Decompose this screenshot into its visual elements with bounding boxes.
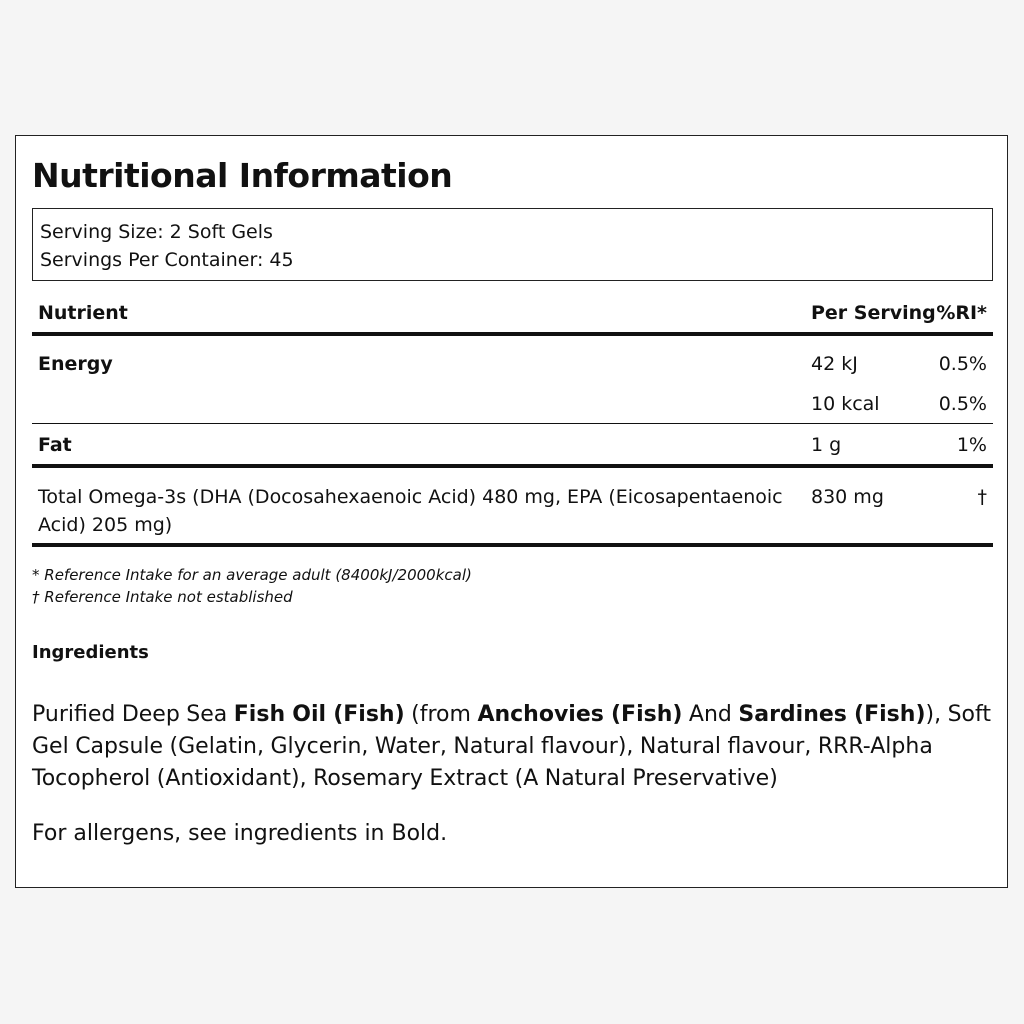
table-rule-thick	[32, 464, 993, 468]
footnote-not-established: † Reference Intake not established	[32, 588, 293, 606]
table-row	[32, 431, 993, 459]
header-per-serving: Per Serving	[811, 302, 936, 324]
per-serving-value: 1 g	[811, 434, 842, 456]
ingredient-segment: Purified Deep Sea	[32, 702, 234, 727]
table-rule-thin	[32, 423, 993, 424]
ingredient-allergen: Sardines (Fish)	[738, 702, 926, 727]
ri-value: 1%	[956, 434, 987, 456]
servings-per-container: Servings Per Container: 45	[40, 249, 294, 271]
header-ri: %RI*	[936, 302, 987, 324]
table-row	[32, 390, 993, 418]
nutrient-name-omega3: Total Omega-3s (DHA (Docosahexaenoic Acid) 480 mg, EPA (Eicosapentaenoic Acid) 205 mg)	[38, 486, 783, 536]
nutrient-name: Fat	[38, 434, 72, 456]
table-rule-thick	[32, 332, 993, 336]
ingredient-segment: ), Soft Gel Capsule (Gelatin, Glycerin, Water, Natural flavour), Natural flavour, RRR-Alpha Tocopherol (Antioxidant), Rosemary Extract (A Natural Preservative)	[32, 702, 991, 791]
table-row	[32, 483, 993, 511]
allergen-note: For allergens, see ingredients in Bold.	[32, 821, 448, 846]
per-serving-value: 42 kJ	[811, 353, 858, 375]
ri-value: 0.5%	[938, 353, 987, 375]
serving-info-box	[32, 208, 993, 281]
ingredient-segment: And	[682, 702, 739, 727]
ri-value: †	[977, 486, 987, 508]
serving-size: Serving Size: 2 Soft Gels	[40, 221, 273, 243]
header-nutrient: Nutrient	[38, 302, 128, 324]
ingredients-heading: Ingredients	[32, 642, 149, 663]
table-rule-thick	[32, 543, 993, 547]
footnote-reference-intake: * Reference Intake for an average adult (8400kJ/2000kcal)	[32, 566, 472, 584]
ingredient-allergen: Fish Oil (Fish)	[233, 702, 405, 727]
ingredient-allergen: Anchovies (Fish)	[477, 702, 683, 727]
nutrition-panel	[15, 135, 1008, 888]
per-serving-value: 10 kcal	[811, 393, 880, 415]
per-serving-value: 830 mg	[811, 486, 884, 508]
nutrient-name: Energy	[38, 353, 113, 375]
ingredients-text	[32, 699, 997, 795]
ri-value: 0.5%	[938, 393, 987, 415]
table-row	[32, 350, 993, 378]
ingredient-segment: (from	[404, 702, 478, 727]
page-title: Nutritional Information	[32, 156, 453, 195]
table-header-row	[32, 299, 993, 327]
